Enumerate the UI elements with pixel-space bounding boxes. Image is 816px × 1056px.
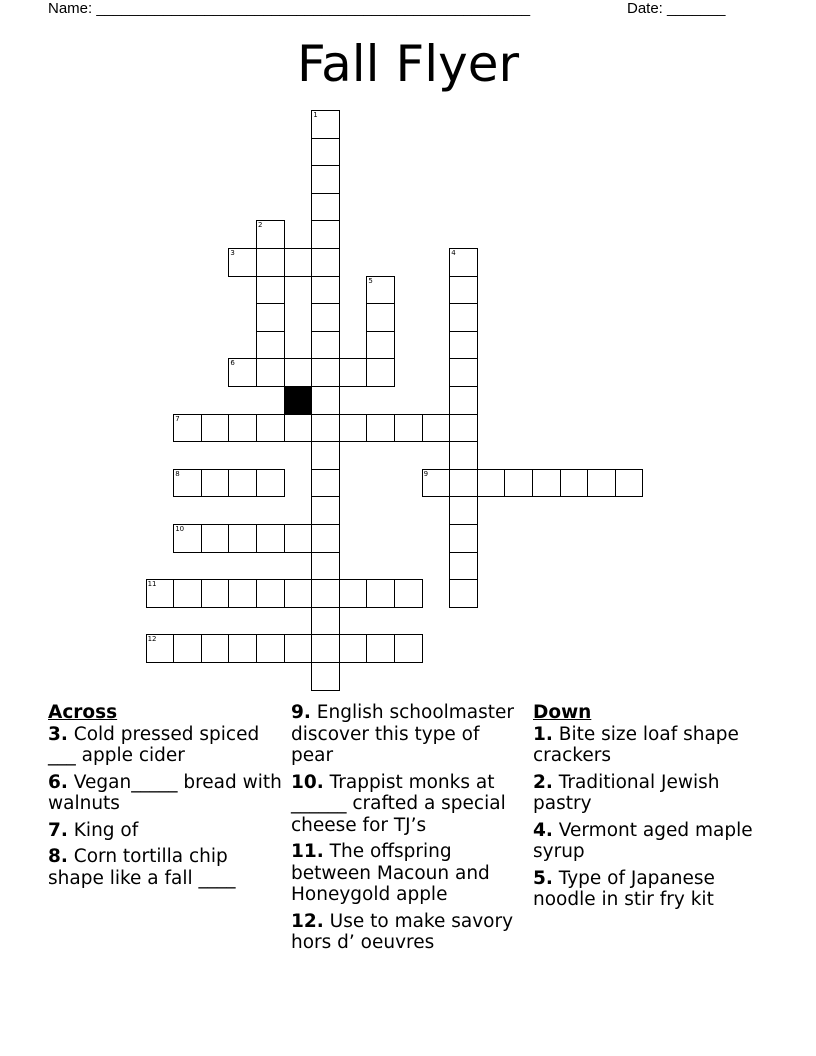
grid-cell[interactable] — [284, 414, 313, 443]
clue-across-6 — [48, 772, 284, 815]
grid-cell[interactable] — [311, 110, 340, 139]
clue-number: 10. — [291, 771, 324, 793]
grid-cell[interactable] — [311, 634, 340, 663]
grid-cell[interactable] — [311, 386, 340, 415]
grid-cell[interactable] — [449, 276, 478, 305]
grid-cell[interactable] — [366, 414, 395, 443]
grid-cell[interactable] — [228, 248, 257, 277]
clue-text: Vermont aged maple syrup — [533, 819, 753, 862]
clue-number: 3. — [48, 723, 68, 745]
grid-cell-black — [284, 386, 313, 415]
across-clues-continued — [291, 702, 527, 954]
grid-cell[interactable] — [449, 331, 478, 360]
grid-cell[interactable] — [449, 414, 478, 443]
grid-cell[interactable] — [201, 634, 230, 663]
grid-cell[interactable] — [449, 552, 478, 581]
grid-cell[interactable] — [228, 358, 257, 387]
clue-number-label: 7 — [175, 414, 180, 423]
across-heading: Across — [48, 702, 118, 723]
grid-cell[interactable] — [366, 634, 395, 663]
clue-down-1 — [533, 724, 769, 767]
clue-text: Use to make savory hors d’ oeuvres — [291, 910, 514, 953]
name-field[interactable]: Name: ____________________________________________________ — [48, 0, 531, 17]
grid-cell[interactable] — [311, 496, 340, 525]
clue-number-label: 4 — [451, 249, 456, 257]
clue-across-11 — [291, 841, 527, 906]
clue-text: Cold pressed spiced ___ apple cider — [48, 723, 260, 766]
clue-number-label: 12 — [147, 635, 157, 644]
grid-cell[interactable] — [256, 220, 285, 249]
clue-across-3 — [48, 724, 284, 767]
grid-cell[interactable] — [339, 634, 368, 663]
down-heading: Down — [533, 702, 592, 723]
clue-across-8 — [48, 846, 284, 889]
grid-cell[interactable] — [339, 414, 368, 443]
grid-cell[interactable] — [366, 579, 395, 608]
clue-number-label: 11 — [147, 580, 157, 589]
grid-cell[interactable] — [394, 414, 423, 443]
clue-number: 8. — [48, 846, 68, 867]
clue-number-label: 1 — [313, 111, 318, 119]
grid-cell[interactable] — [311, 552, 340, 581]
grid-cell[interactable] — [146, 634, 175, 663]
grid-cell[interactable] — [449, 303, 478, 332]
grid-cell[interactable] — [394, 634, 423, 663]
clue-number: 5. — [533, 867, 553, 889]
grid-cell[interactable] — [201, 414, 230, 443]
grid-cell[interactable] — [311, 607, 340, 636]
grid-cell[interactable] — [449, 524, 478, 553]
grid-cell[interactable] — [366, 276, 395, 305]
grid-cell[interactable] — [228, 579, 257, 608]
grid-cell[interactable] — [394, 579, 423, 608]
grid-cell[interactable] — [284, 579, 313, 608]
grid-cell[interactable] — [173, 469, 202, 498]
grid-cell[interactable] — [422, 414, 451, 443]
grid-cell[interactable] — [228, 524, 257, 553]
across-clues-column — [48, 702, 284, 889]
grid-cell[interactable] — [587, 469, 616, 498]
clue-number-label: 6 — [230, 359, 235, 368]
clue-down-4 — [533, 820, 769, 863]
clue-number-label: 5 — [368, 276, 373, 285]
grid-cell[interactable] — [256, 579, 285, 608]
grid-cell[interactable] — [422, 469, 451, 498]
clue-text: The offspring between Macoun and Honeygold apple — [291, 841, 490, 905]
grid-cell[interactable] — [173, 524, 202, 553]
clue-number: 7. — [48, 819, 68, 841]
clue-text: Traditional Jewish pastry — [533, 771, 720, 814]
clue-across-10 — [291, 772, 527, 837]
clue-text: Corn tortilla chip shape like a fall ____ — [48, 846, 236, 889]
date-field[interactable]: Date: _______ — [627, 0, 726, 17]
grid-cell[interactable] — [311, 331, 340, 360]
grid-cell[interactable] — [311, 138, 340, 167]
clue-number-label: 2 — [258, 221, 263, 230]
grid-cell[interactable] — [256, 634, 285, 663]
grid-cell[interactable] — [228, 414, 257, 443]
grid-cell[interactable] — [228, 469, 257, 498]
clue-number: 2. — [533, 771, 553, 793]
clue-text: Vegan_____ bread with walnuts — [48, 771, 282, 814]
grid-cell[interactable] — [311, 414, 340, 443]
clue-across-7 — [48, 820, 284, 842]
grid-cell[interactable] — [284, 634, 313, 663]
clue-number: 9. — [291, 702, 311, 723]
grid-cell[interactable] — [449, 248, 478, 277]
grid-cell[interactable] — [256, 524, 285, 553]
grid-cell[interactable] — [173, 414, 202, 443]
clue-number: 4. — [533, 819, 553, 841]
grid-cell[interactable] — [311, 524, 340, 553]
clue-number: 11. — [291, 841, 324, 862]
grid-cell[interactable] — [449, 386, 478, 415]
grid-cell[interactable] — [449, 469, 478, 498]
clue-text: Type of Japanese noodle in stir fry kit — [533, 867, 715, 910]
grid-cell[interactable] — [256, 469, 285, 498]
grid-cell[interactable] — [173, 579, 202, 608]
grid-cell[interactable] — [339, 579, 368, 608]
grid-cell[interactable] — [256, 331, 285, 360]
grid-cell[interactable] — [477, 469, 506, 498]
grid-cell[interactable] — [449, 358, 478, 387]
grid-cell[interactable] — [311, 579, 340, 608]
grid-cell[interactable] — [366, 331, 395, 360]
grid-cell[interactable] — [201, 579, 230, 608]
grid-cell[interactable] — [256, 358, 285, 387]
grid-cell[interactable] — [311, 469, 340, 498]
clue-number: 1. — [533, 723, 553, 745]
grid-cell[interactable] — [201, 524, 230, 553]
clue-down-5 — [533, 868, 769, 911]
grid-cell[interactable] — [173, 634, 202, 663]
clue-text: Trappist monks at ______ crafted a special cheese for TJ’s — [291, 771, 506, 836]
grid-cell[interactable] — [311, 276, 340, 305]
clue-number-label: 8 — [175, 469, 180, 478]
grid-cell[interactable] — [339, 358, 368, 387]
grid-cell[interactable] — [366, 303, 395, 332]
grid-cell[interactable] — [615, 469, 644, 498]
grid-cell[interactable] — [449, 441, 478, 470]
grid-cell[interactable] — [256, 248, 285, 277]
grid-cell[interactable] — [311, 441, 340, 470]
grid-cell[interactable] — [311, 220, 340, 249]
grid-cell[interactable] — [284, 358, 313, 387]
clue-across-12 — [291, 911, 527, 954]
grid-cell[interactable] — [228, 634, 257, 663]
grid-cell[interactable] — [201, 469, 230, 498]
down-clues-column — [533, 702, 769, 911]
grid-cell[interactable] — [449, 579, 478, 608]
clue-number: 12. — [291, 910, 324, 932]
grid-cell[interactable] — [146, 579, 175, 608]
grid-cell[interactable] — [284, 248, 313, 277]
clue-number: 6. — [48, 771, 68, 793]
grid-cell[interactable] — [256, 276, 285, 305]
clue-text: Bite size loaf shape crackers — [533, 723, 739, 766]
grid-cell[interactable] — [284, 524, 313, 553]
grid-cell[interactable] — [311, 193, 340, 222]
puzzle-title: Fall Flyer — [296, 35, 520, 93]
clue-number-label: 3 — [230, 249, 235, 257]
grid-cell[interactable] — [311, 358, 340, 387]
grid-cell[interactable] — [311, 165, 340, 194]
grid-cell[interactable] — [311, 662, 340, 691]
grid-cell[interactable] — [256, 414, 285, 443]
grid-cell[interactable] — [449, 496, 478, 525]
clue-number-label: 10 — [175, 525, 185, 533]
grid-cell[interactable] — [311, 303, 340, 332]
grid-cell[interactable] — [560, 469, 589, 498]
grid-cell[interactable] — [366, 358, 395, 387]
clue-down-2 — [533, 772, 769, 815]
grid-cell[interactable] — [532, 469, 561, 498]
clue-text: English schoolmaster discover this type of pear — [291, 702, 515, 766]
clue-number-label: 9 — [423, 469, 429, 478]
grid-cell[interactable] — [504, 469, 533, 498]
clue-text: King of — [73, 819, 139, 841]
grid-cell[interactable] — [256, 303, 285, 332]
grid-cell[interactable] — [311, 248, 340, 277]
clue-across-9 — [291, 702, 527, 767]
